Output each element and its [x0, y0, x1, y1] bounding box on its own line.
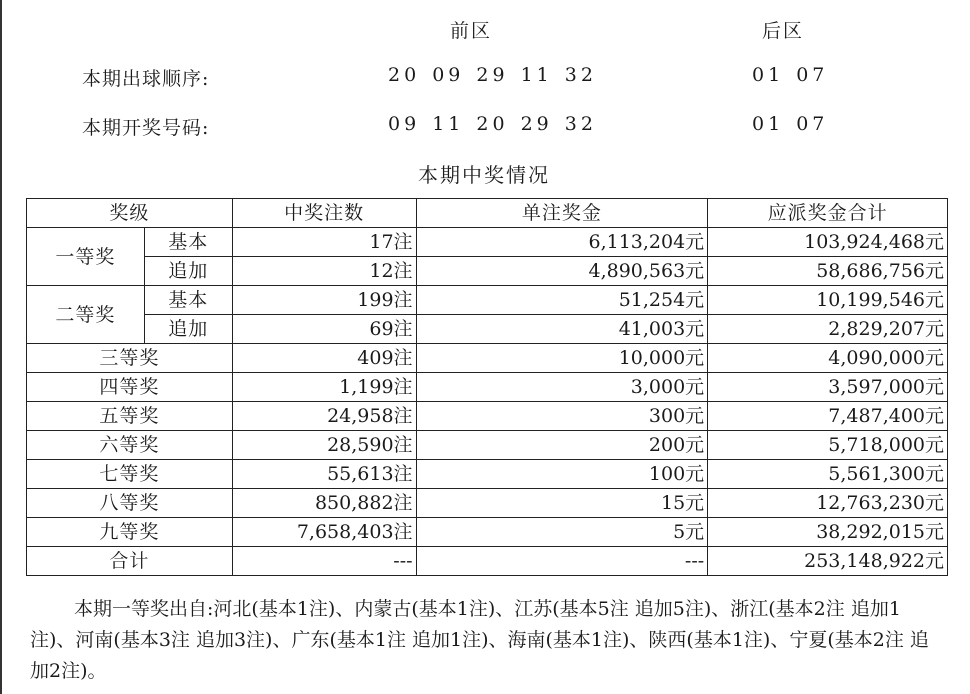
total-prize: 3,597,000元: [708, 373, 948, 402]
bet-type: 追加: [144, 315, 232, 344]
winning-front-numbers: [388, 113, 609, 135]
ball-number: 09: [388, 113, 421, 135]
winner-count: 7,658,403注: [232, 518, 416, 547]
winner-count: 12注: [232, 257, 416, 286]
grand-total-prize: 253,148,922元: [708, 547, 948, 576]
unit-prize: 200元: [416, 431, 708, 460]
total-prize: 12,763,230元: [708, 489, 948, 518]
first-prize-regions-note: 本期一等奖出自:河北(基本1注)、内蒙古(基本1注)、江苏(基本5注 追加5注)、浙江(基本2注 追加1注)、河南(基本3注 追加3注)、广东(基本1注 追加1注)、海南(基本1注)、陕西(基本1注)、宁夏(基本2注 追加2注)。: [30, 598, 929, 682]
ball-number: 29: [520, 113, 553, 135]
unit-prize: 41,003元: [416, 315, 708, 344]
column-header: 中奖注数: [232, 199, 416, 228]
prize-table: [26, 198, 948, 576]
table-row: [27, 315, 948, 344]
total-prize: 58,686,756元: [708, 257, 948, 286]
prize-level: 三等奖: [27, 344, 233, 373]
winner-count: 409注: [232, 344, 416, 373]
winner-count: 17注: [232, 228, 416, 257]
unit-prize: 15元: [416, 489, 708, 518]
winner-count: 850,882注: [232, 489, 416, 518]
prize-level: 二等奖: [27, 286, 145, 344]
back-zone-header: 后区: [762, 20, 805, 42]
winner-count: 69注: [232, 315, 416, 344]
bet-type: 基本: [144, 286, 232, 315]
ball-number: 29: [476, 64, 509, 86]
column-header: 奖级: [27, 199, 233, 228]
prize-level: 九等奖: [27, 518, 233, 547]
winner-count: 55,613注: [232, 460, 416, 489]
ball-number: 11: [520, 64, 553, 86]
unit-prize: 51,254元: [416, 286, 708, 315]
table-row: [27, 402, 948, 431]
winning-back-numbers: [752, 113, 840, 135]
prize-level: 六等奖: [27, 431, 233, 460]
unit-prize: ---: [416, 547, 708, 576]
winner-count: 199注: [232, 286, 416, 315]
winner-count: 24,958注: [232, 402, 416, 431]
bet-type: 追加: [144, 257, 232, 286]
total-prize: 38,292,015元: [708, 518, 948, 547]
unit-prize: 6,113,204元: [416, 228, 708, 257]
ball-number: 07: [796, 64, 829, 86]
total-prize: 5,561,300元: [708, 460, 948, 489]
table-total-row: [27, 547, 948, 576]
unit-prize: 10,000元: [416, 344, 708, 373]
total-prize: 103,924,468元: [708, 228, 948, 257]
ball-number: 20: [476, 113, 509, 135]
table-row: [27, 344, 948, 373]
ball-number: 32: [564, 113, 597, 135]
draw-order-front-numbers: [388, 64, 609, 86]
table-row: [27, 460, 948, 489]
unit-prize: 4,890,563元: [416, 257, 708, 286]
draw-order-back-numbers: [752, 64, 840, 86]
prize-table-title: 本期中奖情况: [418, 163, 550, 187]
ball-number: 20: [388, 64, 421, 86]
total-prize: 5,718,000元: [708, 431, 948, 460]
prize-level: 一等奖: [27, 228, 145, 286]
winner-count: 28,590注: [232, 431, 416, 460]
table-header-row: [27, 199, 948, 228]
unit-prize: 100元: [416, 460, 708, 489]
table-row: [27, 489, 948, 518]
ball-number: 32: [564, 64, 597, 86]
table-row: [27, 257, 948, 286]
column-header: 应派奖金合计: [708, 199, 948, 228]
column-header: 单注奖金: [416, 199, 708, 228]
ball-number: 11: [432, 113, 465, 135]
ball-number: 01: [752, 113, 785, 135]
total-prize: 7,487,400元: [708, 402, 948, 431]
front-zone-header: 前区: [450, 20, 493, 42]
unit-prize: 5元: [416, 518, 708, 547]
winner-count: 1,199注: [232, 373, 416, 402]
winner-count: ---: [232, 547, 416, 576]
table-row: [27, 286, 948, 315]
prize-level: 五等奖: [27, 402, 233, 431]
total-prize: 2,829,207元: [708, 315, 948, 344]
unit-prize: 300元: [416, 402, 708, 431]
prize-level: 七等奖: [27, 460, 233, 489]
ball-number: 01: [752, 64, 785, 86]
prize-level: 八等奖: [27, 489, 233, 518]
prize-level: 四等奖: [27, 373, 233, 402]
bet-type: 基本: [144, 228, 232, 257]
unit-prize: 3,000元: [416, 373, 708, 402]
total-prize: 4,090,000元: [708, 344, 948, 373]
table-row: [27, 518, 948, 547]
total-prize: 10,199,546元: [708, 286, 948, 315]
ball-number: 09: [432, 64, 465, 86]
table-row: [27, 228, 948, 257]
total-label: 合计: [27, 547, 233, 576]
table-row: [27, 373, 948, 402]
ball-number: 07: [796, 113, 829, 135]
table-row: [27, 431, 948, 460]
winning-numbers-label: 本期开奖号码:: [82, 117, 210, 139]
draw-order-label: 本期出球顺序:: [82, 68, 210, 90]
